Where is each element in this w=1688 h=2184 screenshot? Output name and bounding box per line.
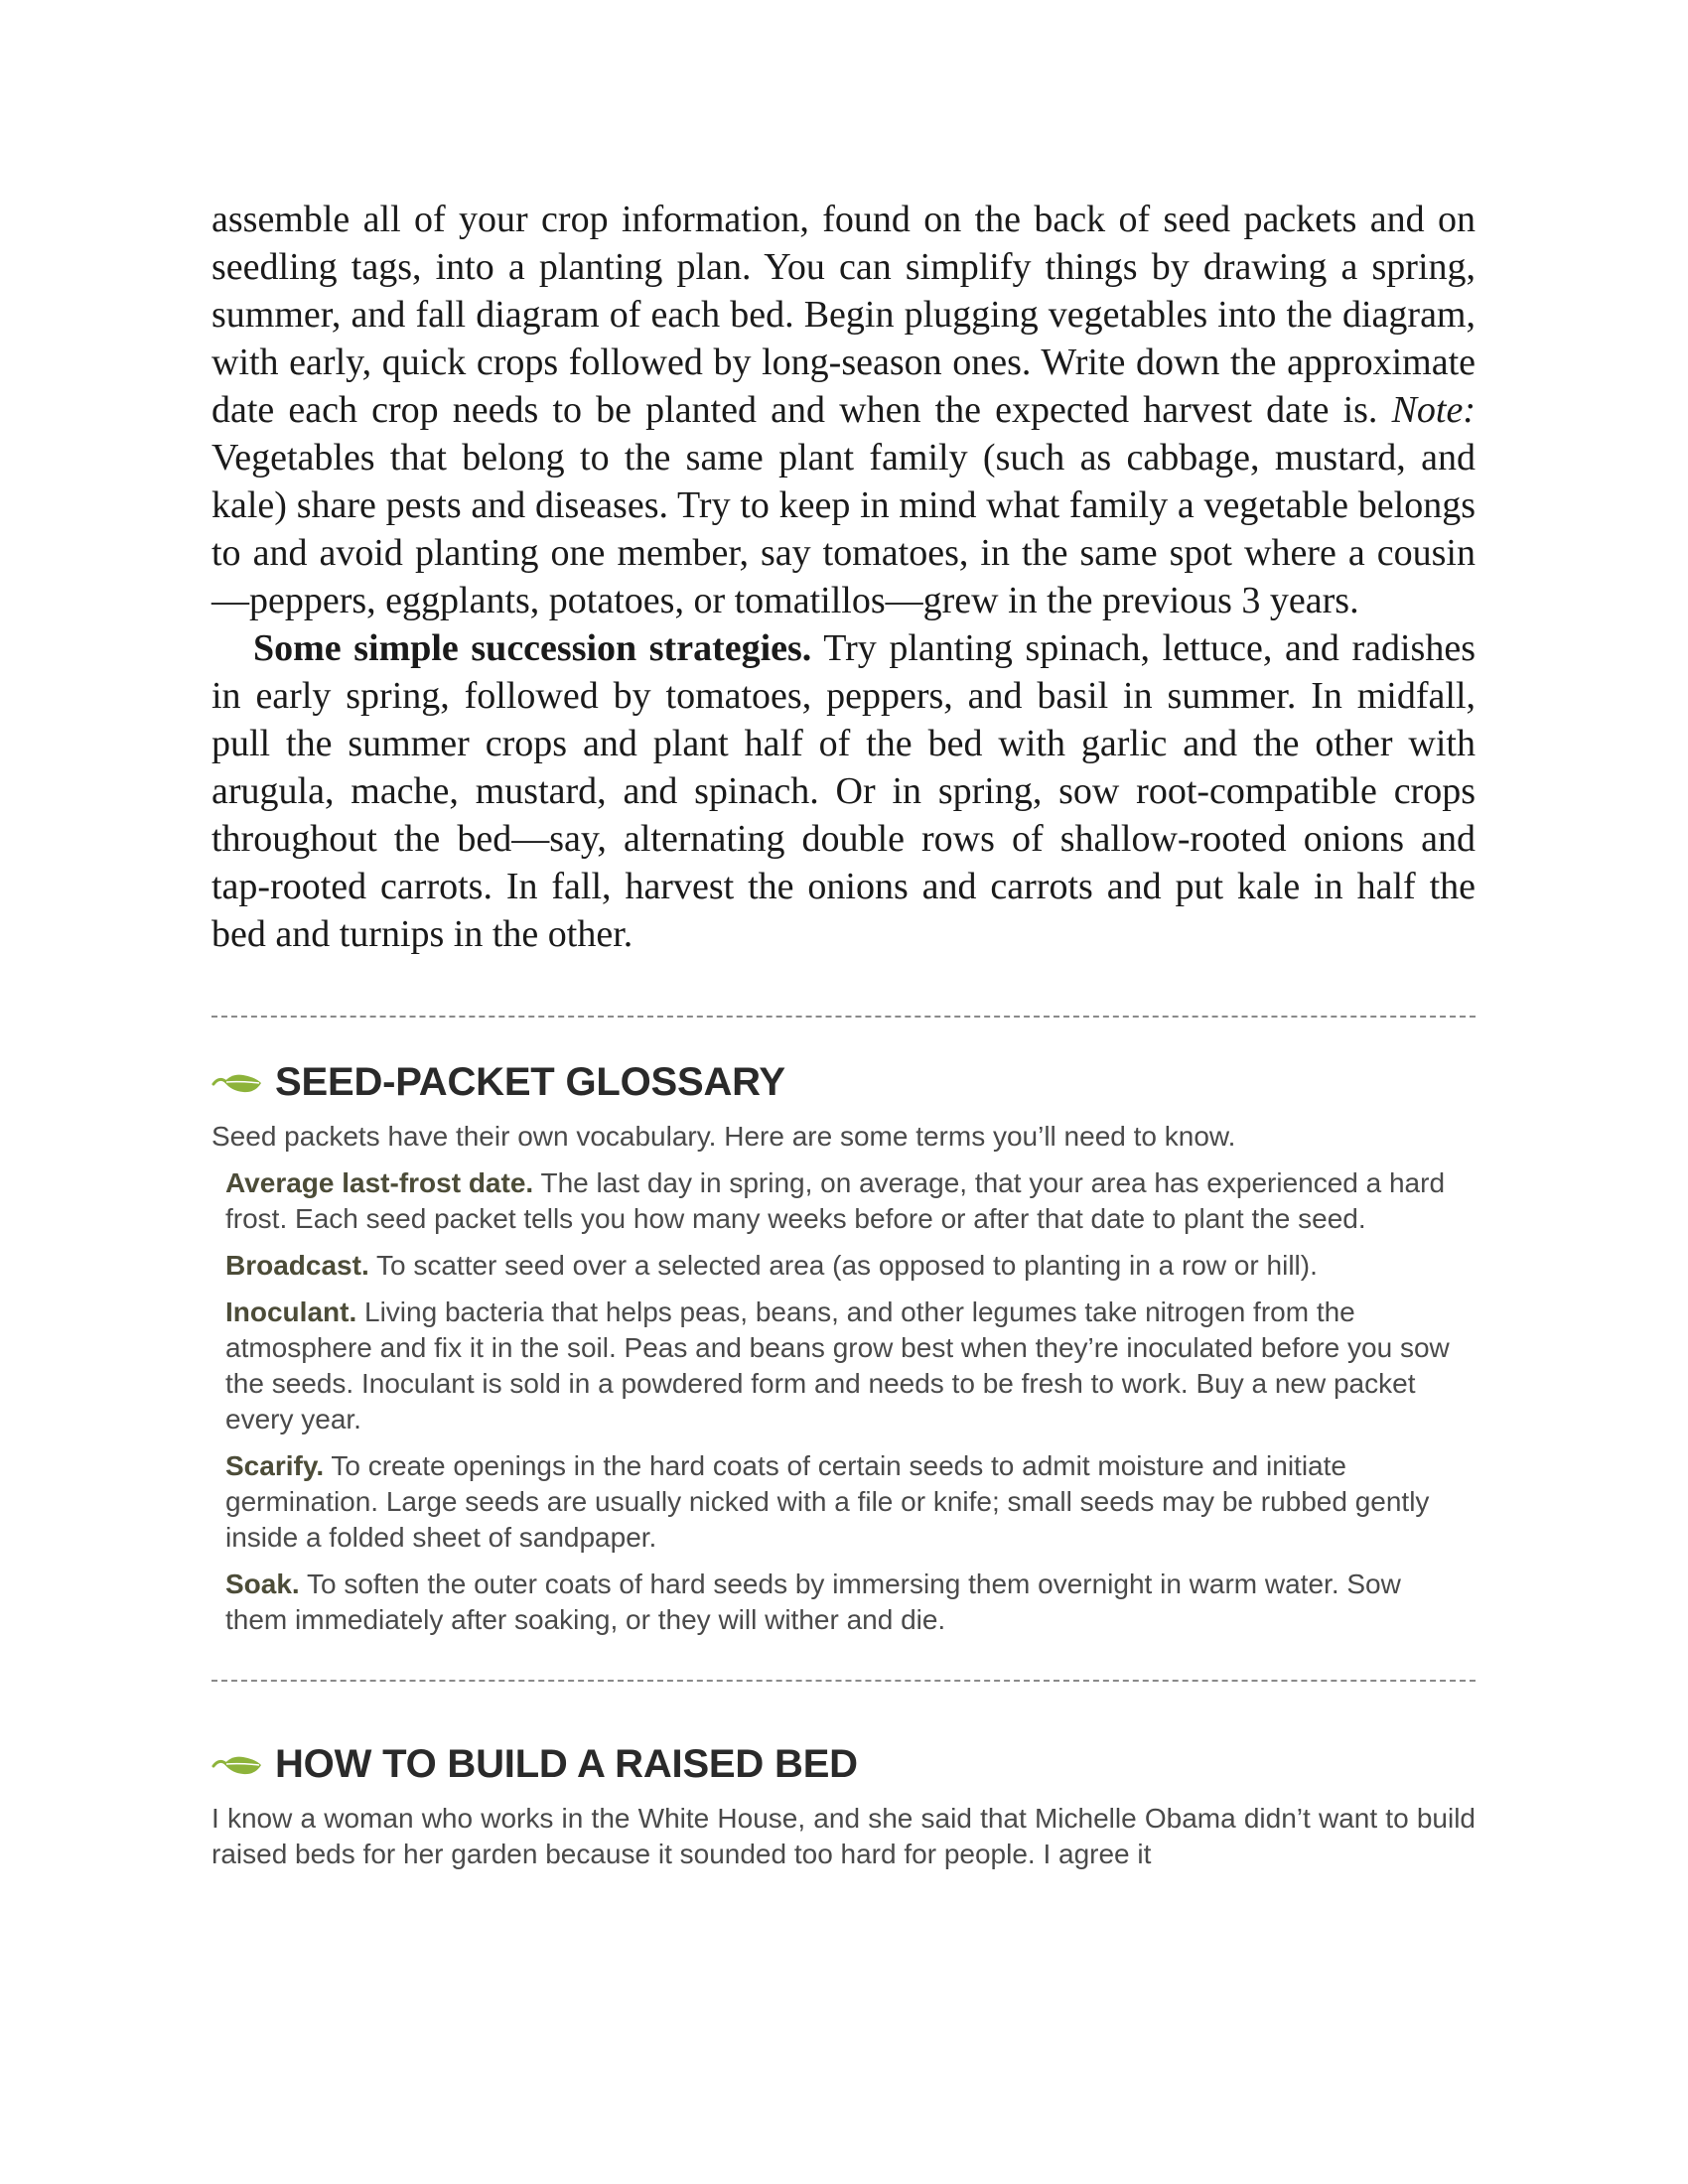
glossary-entry-broadcast: [211, 1248, 1476, 1284]
term-definition: To soften the outer coats of hard seeds by immersing them overnight in warm water. Sow them immediately after soaking, or they will wither and die.: [225, 1569, 1401, 1635]
glossary-entry-soak: [211, 1567, 1476, 1638]
body-paragraph-planting-plan: [211, 196, 1476, 624]
section-title: SEED-PACKET GLOSSARY: [275, 1059, 785, 1104]
term-name: Scarify.: [225, 1450, 325, 1481]
leaf-icon: [211, 1749, 263, 1779]
note-label: Note:: [1391, 389, 1476, 431]
dashed-divider: [211, 1680, 1476, 1682]
paragraph-text: Try planting spinach, lettuce, and radishes in early spring, followed by tomatoes, peppers, and basil in summer. In midfall, pull the summer crops and plant half of the bed with garlic and the other with arugula, mache, mustard, and spinach. Or in spring, sow root-compatible crops throughout the bed—say, alternating double rows of shallow-rooted onions and tap-rooted carrots. In fall, harvest the onions and carrots and put kale in half the bed and turnips in the other.: [211, 627, 1476, 955]
raised-bed-heading: [211, 1739, 1476, 1789]
dashed-divider: [211, 1016, 1476, 1018]
paragraph-text: assemble all of your crop information, found on the back of seed packets and on seedling tags, into a planting plan. You can simplify things by drawing a spring, summer, and fall diagram of each bed. Begin plugging vegetables into the diagram, with early, quick crops followed by long-season ones. Write down the approximate date each crop needs to be planted and when the expected harvest date is.: [211, 199, 1476, 431]
paragraph-text: Vegetables that belong to the same plant family (such as cabbage, mustard, and kale) share pests and diseases. Try to keep in mind what family a vegetable belongs to and avoid planting one member, say tomatoes, in the same spot where a cousin—peppers, eggplants, potatoes, or tomatillos—grew in the previous 3 years.: [211, 437, 1476, 621]
term-definition: To scatter seed over a selected area (as opposed to planting in a row or hill).: [376, 1250, 1318, 1281]
term-name: Broadcast.: [225, 1250, 369, 1281]
glossary-intro: Seed packets have their own vocabulary. Here are some terms you’ll need to know.: [211, 1121, 1236, 1152]
section-title: HOW TO BUILD A RAISED BED: [275, 1741, 858, 1786]
raised-bed-intro: I know a woman who works in the White House, and she said that Michelle Obama didn’t want to build raised beds for her garden because it sounded too hard for people. I agree it: [211, 1803, 1476, 1869]
term-name: Inoculant.: [225, 1297, 357, 1327]
glossary-entry-scarify: [211, 1448, 1476, 1556]
glossary-entry-average-last-frost-date: [211, 1165, 1476, 1237]
term-definition: Living bacteria that helps peas, beans, and other legumes take nitrogen from the atmosphere and fix it in the soil. Peas and beans grow best when they’re inoculated before you sow the seeds. Inoculant is sold in a powdered form and needs to be fresh to work. Buy a new packet every year.: [225, 1297, 1450, 1434]
term-name: Average last-frost date.: [225, 1167, 534, 1198]
body-paragraph-succession: [211, 624, 1476, 958]
run-in-heading: Some simple succession strategies.: [253, 627, 812, 669]
glossary-heading: [211, 1057, 1476, 1107]
term-name: Soak.: [225, 1569, 300, 1599]
term-definition: The last day in spring, on average, that your area has experienced a hard frost. Each seed packet tells you how many weeks before or after that date to plant the seed.: [225, 1167, 1446, 1234]
glossary-entry-inoculant: [211, 1295, 1476, 1437]
page: [211, 196, 1476, 1872]
term-definition: To create openings in the hard coats of certain seeds to admit moisture and initiate germination. Large seeds are usually nicked with a file or knife; small seeds may be rubbed gently inside a folded sheet of sandpaper.: [225, 1450, 1430, 1553]
leaf-icon: [211, 1067, 263, 1097]
